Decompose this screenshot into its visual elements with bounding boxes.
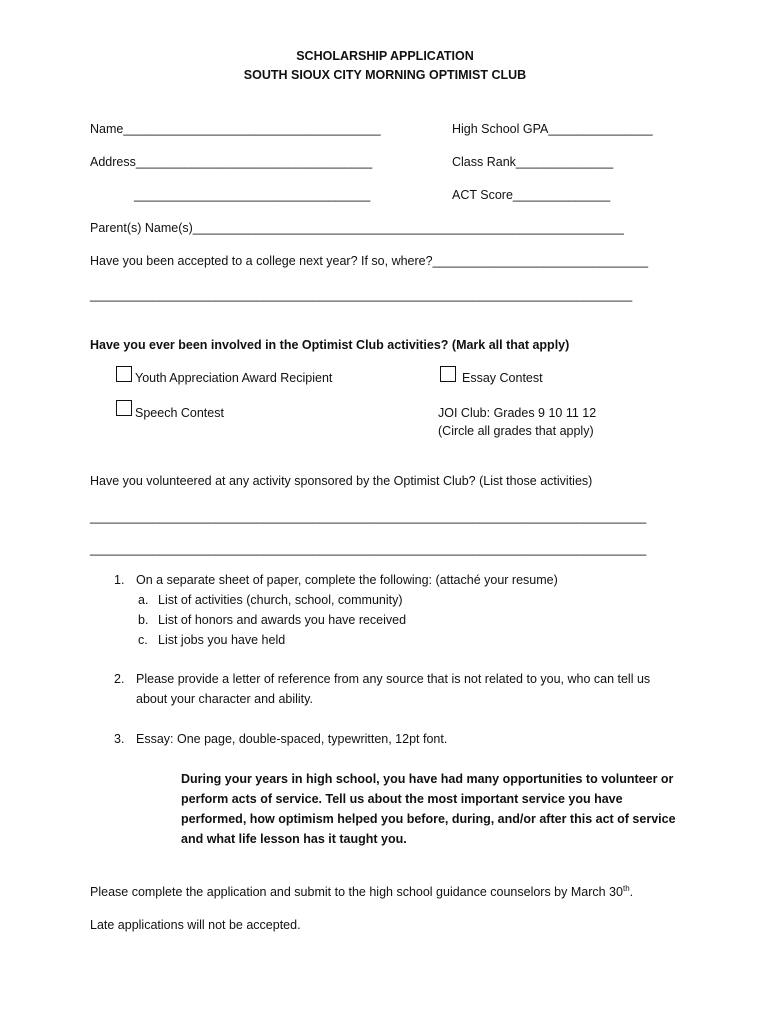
essay-contest-label: Essay Contest xyxy=(462,371,543,385)
submission-instructions xyxy=(90,884,633,900)
instruction-item-1: On a separate sheet of paper, complete the following: (attaché your resume) xyxy=(136,573,558,587)
speech-contest-label: Speech Contest xyxy=(135,406,224,420)
college-question[interactable]: Have you been accepted to a college next year? If so, where?_______________________________ xyxy=(90,254,649,268)
college-answer-line[interactable]: ______________________________________________________________________________ xyxy=(90,288,633,302)
instruction-item-2-line-2: about your character and ability. xyxy=(136,692,313,706)
submission-period: . xyxy=(629,885,634,899)
list-number: 2. xyxy=(114,672,125,686)
instruction-item-2-line-1: Please provide a letter of reference from any source that is not related to you, who can tell us xyxy=(136,672,651,686)
speech-contest-checkbox[interactable] xyxy=(116,400,132,416)
ordinal-suffix: th xyxy=(622,883,630,893)
involvement-question: Have you ever been involved in the Optimist Club activities? (Mark all that apply) xyxy=(90,338,570,352)
sub-item-a: List of activities (church, school, community) xyxy=(158,593,403,607)
gpa-field[interactable]: High School GPA_______________ xyxy=(452,122,653,136)
joi-club-grades[interactable]: JOI Club: Grades 9 10 11 12 xyxy=(438,406,597,420)
address-line-2[interactable]: __________________________________ xyxy=(134,188,371,202)
address-field[interactable]: Address__________________________________ xyxy=(90,155,373,169)
volunteer-question: Have you volunteered at any activity sponsored by the Optimist Club? (List those activities) xyxy=(90,474,593,488)
parents-name-field[interactable]: Parent(s) Name(s)______________________________________________________________ xyxy=(90,221,624,235)
act-score-field[interactable]: ACT Score______________ xyxy=(452,188,611,202)
late-notice: Late applications will not be accepted. xyxy=(90,918,301,932)
form-title: SCHOLARSHIP APPLICATION xyxy=(296,49,474,63)
sub-list-letter: a. xyxy=(138,593,149,607)
sub-item-c: List jobs you have held xyxy=(158,633,286,647)
organization-name: SOUTH SIOUX CITY MORNING OPTIMIST CLUB xyxy=(243,68,527,82)
class-rank-field[interactable]: Class Rank______________ xyxy=(452,155,614,169)
list-number: 3. xyxy=(114,732,125,746)
joi-club-note: (Circle all grades that apply) xyxy=(438,424,594,438)
sub-list-letter: b. xyxy=(138,613,149,627)
youth-award-label: Youth Appreciation Award Recipient xyxy=(135,371,333,385)
volunteer-answer-line-1[interactable]: ________________________________________________________________________________ xyxy=(90,510,647,524)
submission-text: Please complete the application and submit to the high school guidance counselors by March 30 xyxy=(90,885,623,899)
list-number: 1. xyxy=(114,573,125,587)
youth-award-checkbox[interactable] xyxy=(116,366,132,382)
volunteer-answer-line-2[interactable]: ________________________________________________________________________________ xyxy=(90,542,647,556)
instruction-item-3: Essay: One page, double-spaced, typewritten, 12pt font. xyxy=(136,732,448,746)
name-field[interactable]: Name_____________________________________ xyxy=(90,122,381,136)
essay-contest-checkbox[interactable] xyxy=(440,366,456,382)
essay-prompt: During your years in high school, you have had many opportunities to volunteer or perform acts of service. Tell us about the most important service you have performed, how optimism helped you before, during, and/or after this act of service and what life lesson has it taught you. xyxy=(181,772,676,846)
sub-list-letter: c. xyxy=(138,633,148,647)
sub-item-b: List of honors and awards you have received xyxy=(158,613,407,627)
